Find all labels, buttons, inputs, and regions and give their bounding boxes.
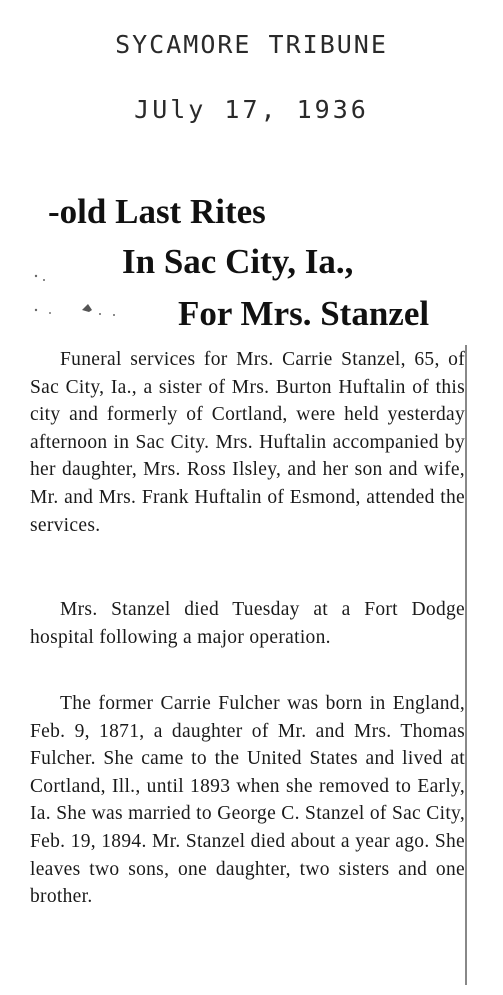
article-paragraph: Funeral services for Mrs. Carrie Stanzel, 65, of Sac City, Ia., a sister of Mrs. Burton Huftalin of this city and formerly of Cortland, were held yesterday afternoon in Sac City. Mrs. Huftalin accompanied by her daughter, Mrs. Ross Ilsley, and her son and wife, Mr. and Mrs. Frank Huftalin of Esmond, attended the services. (30, 349, 465, 536)
headline-line-2: In Sac City, Ia., (122, 242, 354, 281)
headline-line-3: For Mrs. Stanzel (178, 294, 430, 333)
newspaper-name: SYCAMORE TRIBUNE (115, 30, 388, 59)
article-paragraph: The former Carrie Fulcher was born in England, Feb. 9, 1871, a daughter of Mr. and Mrs. Thomas Fulcher. She came to the United States and lived at Cortland, Ill., until 1893 when she removed to Early, Ia. She was married to George C. Stanzel of Sac City, Feb. 19, 1894. Mr. Stanzel died about a year ago. She leaves two sons, one daughter, two sisters and one brother. (30, 693, 465, 908)
headline-line-1: -old Last Rites (48, 192, 266, 231)
print-specks (30, 258, 150, 328)
clipping-date: JUly 17, 1936 (134, 95, 369, 124)
article-paragraph: Mrs. Stanzel died Tuesday at a Fort Dodge hospital following a major operation. (30, 599, 465, 648)
